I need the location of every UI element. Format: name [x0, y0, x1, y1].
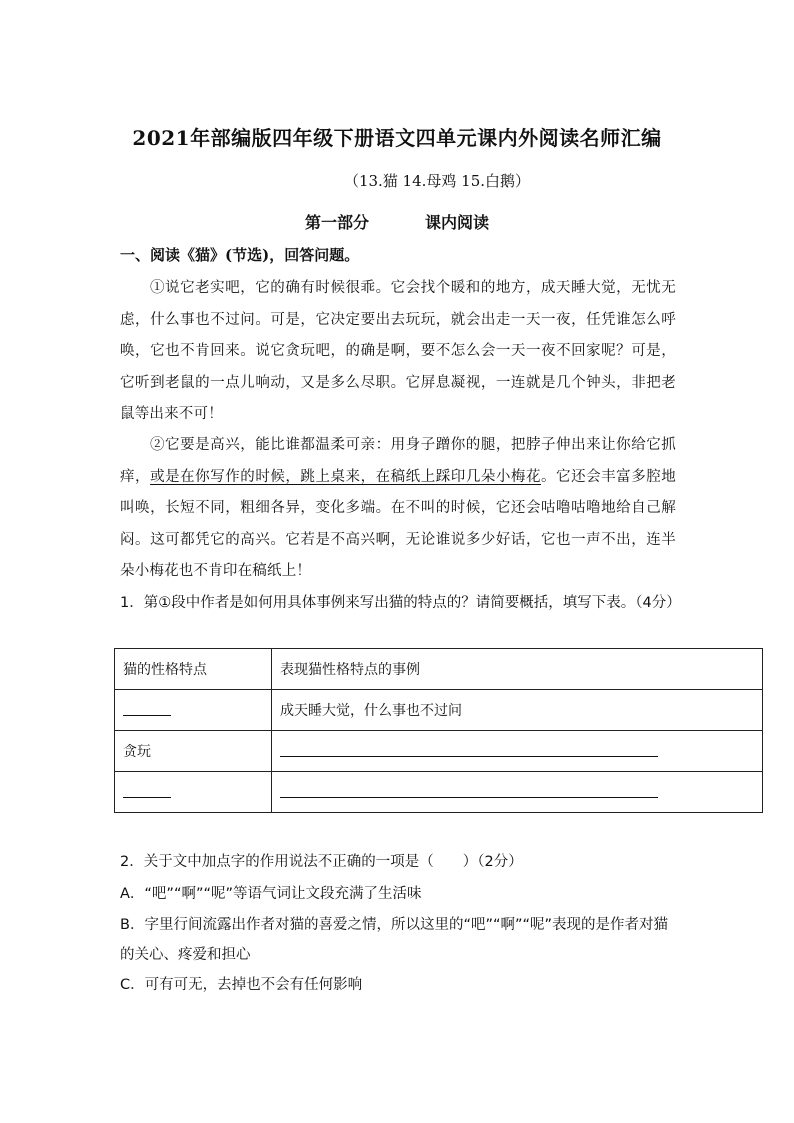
answer-blank-cell[interactable]: [115, 690, 272, 731]
document-title: 2021年部编版四年级下册语文四单元课内外阅读名师汇编: [132, 126, 662, 150]
answer-blank[interactable]: [123, 701, 171, 716]
section-part-label: 第一部分: [304, 213, 369, 232]
reading-question-heading: 一、阅读《猫》(节选)，回答问题。: [120, 246, 360, 264]
table-cell: 贪玩: [115, 731, 272, 772]
passage-p2-start: ②它要是高兴，能比谁都温柔可亲：用身子蹭你的腿，把脖子伸出来让你给它抓痒，: [120, 437, 676, 485]
table-header-row: [115, 649, 763, 690]
option-a: A．“吧”“啊”“呢”等语气词让文段充满了生活味: [120, 886, 422, 902]
answer-blank[interactable]: [123, 783, 171, 798]
option-c: C．可有可无，去掉也不会有任何影响: [120, 977, 363, 993]
table-row: [115, 690, 763, 731]
section-heading: [0, 210, 794, 233]
answer-blank-cell[interactable]: [115, 772, 272, 813]
answer-blank[interactable]: [280, 783, 658, 798]
table-header-cell: 猫的性格特点: [115, 649, 272, 690]
answer-blank-cell[interactable]: [272, 772, 763, 813]
passage-p2-end: 。它还会丰富多腔地叫唤，长短不同，粗细各异，变化多端。在不叫的时候，它还会咕噜咕噜地给自己解闷。这可都凭它的高兴。它若是不高兴啊，无论谁说多少好话，它也一声不出，连半朵小梅花也不肯印在稿纸上！: [120, 468, 676, 579]
table-row: [115, 731, 763, 772]
table-cell: 成天睡大觉，什么事也不过问: [272, 690, 763, 731]
table-row: [115, 772, 763, 813]
answer-table: [114, 648, 763, 813]
question-2-text: 2．关于文中加点字的作用说法不正确的一项是（ ）（2分）: [120, 854, 523, 870]
passage-paragraph-1: ①说它老实吧，它的确有时候很乖。它会找个暖和的地方，成天睡大觉，无忧无虑，什么事也不过问。可是，它决定要出去玩玩，就会出走一天一夜，任凭谁怎么呼唤，它也不肯回来。说它贪玩吧，的确是啊，要不怎么会一天一夜不回家呢？可是，它听到老鼠的一点儿响动，又是多么尽职。它屏息凝视，一连就是几个钟头，非把老鼠等出来不可！: [120, 280, 676, 422]
answer-blank[interactable]: [280, 742, 658, 757]
section-name-label: 课内阅读: [425, 213, 490, 232]
passage-paragraph-2: [120, 430, 676, 588]
question-1-text: 1．第①段中作者是如何用具体事例来写出猫的特点的？请简要概括，填写下表。（4分）: [120, 595, 681, 611]
table-header-cell: 表现猫性格特点的事例: [272, 649, 763, 690]
underlined-sentence: 或是在你写作的时候，跳上桌来，在稿纸上踩印几朵小梅花: [150, 468, 541, 485]
answer-blank-cell[interactable]: [272, 731, 763, 772]
option-b: B．字里行间流露出作者对猫的喜爱之情，所以这里的“吧”“啊”“呢”表现的是作者对猫的关心、疼爱和担心: [120, 917, 669, 963]
lesson-list-subtitle: （13.猫 14.母鸡 15.白鹅）: [343, 172, 531, 190]
